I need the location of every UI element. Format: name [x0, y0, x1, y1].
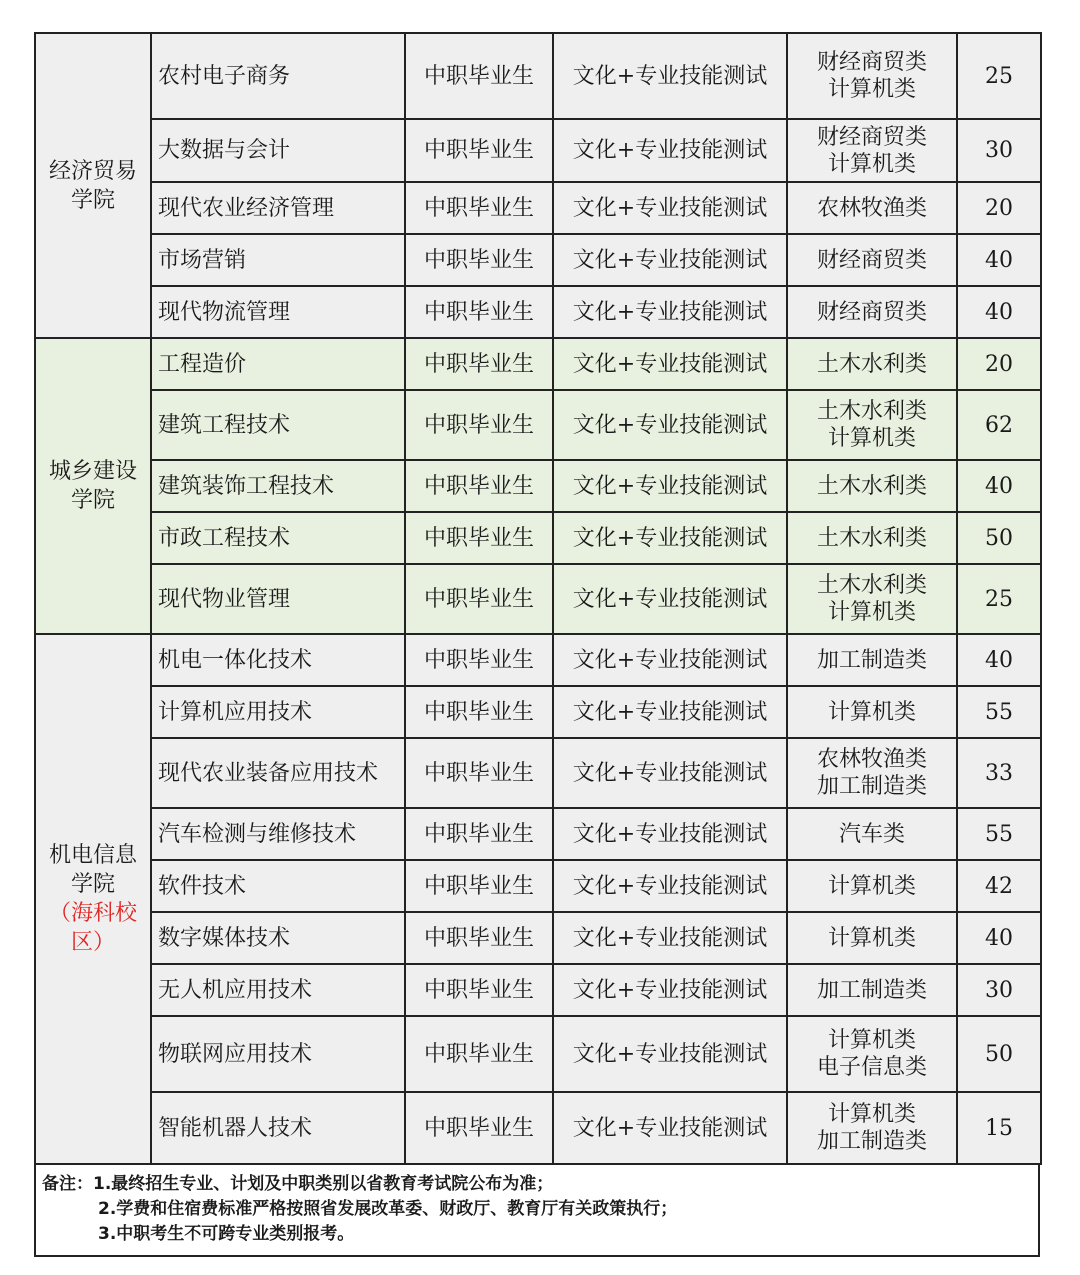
exam-cell: 文化+专业技能测试 — [553, 634, 787, 686]
major-cell: 建筑工程技术 — [151, 390, 405, 460]
category-line: 计算机类 — [827, 1028, 916, 1053]
category-line: 加工制造类 — [816, 977, 927, 1003]
source-cell: 中职毕业生 — [405, 338, 553, 390]
major-cell: 建筑装饰工程技术 — [151, 460, 405, 512]
major-cell: 农村电子商务 — [151, 33, 405, 119]
source-cell: 中职毕业生 — [405, 1016, 553, 1092]
category-line: 农林牧渔类 — [816, 747, 927, 772]
source-cell: 中职毕业生 — [405, 234, 553, 286]
category-line: 计算机类 — [827, 873, 916, 899]
exam-cell: 文化+专业技能测试 — [553, 1092, 787, 1164]
category-line: 加工制造类 — [816, 774, 927, 799]
exam-cell: 文化+专业技能测试 — [553, 460, 787, 512]
category-line: 加工制造类 — [816, 1129, 927, 1154]
college-name-line: 学院 — [70, 488, 115, 513]
table-row — [35, 808, 1041, 860]
major-cell: 无人机应用技术 — [151, 964, 405, 1016]
college-name-line: 机电信息 — [48, 843, 137, 868]
source-cell: 中职毕业生 — [405, 512, 553, 564]
table-row — [35, 390, 1041, 460]
category-line: 电子信息类 — [816, 1055, 927, 1080]
category-cell — [787, 182, 957, 234]
category-cell — [787, 460, 957, 512]
category-cell — [787, 512, 957, 564]
major-cell: 机电一体化技术 — [151, 634, 405, 686]
category-line: 农林牧渔类 — [816, 195, 927, 221]
table-row — [35, 964, 1041, 1016]
plan-cell: 40 — [957, 634, 1041, 686]
plan-cell: 40 — [957, 912, 1041, 964]
table-row — [35, 33, 1041, 119]
plan-cell: 50 — [957, 1016, 1041, 1092]
category-line: 加工制造类 — [816, 647, 927, 673]
plan-cell: 20 — [957, 338, 1041, 390]
category-line: 计算机类 — [827, 151, 916, 177]
category-line: 财经商贸类 — [816, 50, 927, 75]
category-line: 汽车类 — [838, 821, 905, 847]
major-cell: 数字媒体技术 — [151, 912, 405, 964]
category-line: 计算机类 — [827, 600, 916, 625]
table-row — [35, 512, 1041, 564]
category-line: 土木水利类 — [816, 473, 927, 499]
exam-cell: 文化+专业技能测试 — [553, 964, 787, 1016]
note-line: 3.中职考生不可跨专业类别报考。 — [98, 1224, 355, 1244]
college-cell — [35, 634, 151, 1164]
major-cell: 大数据与会计 — [151, 119, 405, 182]
table-row — [35, 564, 1041, 634]
category-cell — [787, 564, 957, 634]
category-cell — [787, 286, 957, 338]
category-cell — [787, 964, 957, 1016]
plan-cell: 20 — [957, 182, 1041, 234]
plan-cell: 62 — [957, 390, 1041, 460]
major-cell: 市场营销 — [151, 234, 405, 286]
exam-cell: 文化+专业技能测试 — [553, 738, 787, 808]
plan-cell: 15 — [957, 1092, 1041, 1164]
major-cell: 工程造价 — [151, 338, 405, 390]
plan-cell: 55 — [957, 686, 1041, 738]
category-cell — [787, 860, 957, 912]
category-cell — [787, 634, 957, 686]
major-cell: 现代农业装备应用技术 — [151, 738, 405, 808]
exam-cell: 文化+专业技能测试 — [553, 234, 787, 286]
source-cell: 中职毕业生 — [405, 119, 553, 182]
college-name-line: 学院 — [70, 187, 115, 213]
major-cell: 计算机应用技术 — [151, 686, 405, 738]
category-cell — [787, 33, 957, 119]
table-row — [35, 738, 1041, 808]
major-cell: 汽车检测与维修技术 — [151, 808, 405, 860]
table-row — [35, 234, 1041, 286]
category-cell — [787, 808, 957, 860]
exam-cell: 文化+专业技能测试 — [553, 808, 787, 860]
source-cell: 中职毕业生 — [405, 460, 553, 512]
table-row — [35, 860, 1041, 912]
plan-cell: 30 — [957, 964, 1041, 1016]
category-line: 计算机类 — [827, 699, 916, 725]
plan-cell: 30 — [957, 119, 1041, 182]
category-line: 计算机类 — [827, 426, 916, 451]
major-cell: 现代物业管理 — [151, 564, 405, 634]
exam-cell: 文化+专业技能测试 — [553, 512, 787, 564]
exam-cell: 文化+专业技能测试 — [553, 1016, 787, 1092]
exam-cell: 文化+专业技能测试 — [553, 390, 787, 460]
college-name-line: 学院 — [70, 872, 115, 897]
exam-cell: 文化+专业技能测试 — [553, 182, 787, 234]
exam-cell: 文化+专业技能测试 — [553, 912, 787, 964]
source-cell: 中职毕业生 — [405, 738, 553, 808]
category-line: 计算机类 — [827, 1102, 916, 1127]
admissions-table — [34, 32, 1042, 1165]
college-name-line: 城乡建设 — [48, 459, 137, 484]
notes-box — [34, 1165, 1040, 1257]
source-cell: 中职毕业生 — [405, 686, 553, 738]
source-cell: 中职毕业生 — [405, 390, 553, 460]
source-cell: 中职毕业生 — [405, 564, 553, 634]
table-row — [35, 1016, 1041, 1092]
source-cell: 中职毕业生 — [405, 33, 553, 119]
exam-cell: 文化+专业技能测试 — [553, 286, 787, 338]
category-cell — [787, 912, 957, 964]
plan-cell: 25 — [957, 564, 1041, 634]
category-cell — [787, 1092, 957, 1164]
table-row — [35, 1092, 1041, 1164]
plan-cell: 33 — [957, 738, 1041, 808]
category-line: 财经商贸类 — [816, 247, 927, 273]
category-cell — [787, 390, 957, 460]
source-cell: 中职毕业生 — [405, 808, 553, 860]
table-body — [35, 33, 1041, 1164]
source-cell: 中职毕业生 — [405, 964, 553, 1016]
table-row — [35, 912, 1041, 964]
category-line: 财经商贸类 — [816, 299, 927, 325]
major-cell: 现代物流管理 — [151, 286, 405, 338]
plan-cell: 55 — [957, 808, 1041, 860]
exam-cell: 文化+专业技能测试 — [553, 564, 787, 634]
source-cell: 中职毕业生 — [405, 286, 553, 338]
table-row — [35, 686, 1041, 738]
admissions-sheet — [34, 32, 1040, 1257]
category-line: 土木水利类 — [816, 351, 927, 377]
category-cell — [787, 1016, 957, 1092]
table-row — [35, 338, 1041, 390]
exam-cell: 文化+专业技能测试 — [553, 338, 787, 390]
category-cell — [787, 234, 957, 286]
major-cell: 现代农业经济管理 — [151, 182, 405, 234]
plan-cell: 40 — [957, 286, 1041, 338]
category-line: 财经商贸类 — [816, 124, 927, 150]
source-cell: 中职毕业生 — [405, 1092, 553, 1164]
plan-cell: 25 — [957, 33, 1041, 119]
exam-cell: 文化+专业技能测试 — [553, 860, 787, 912]
major-cell: 物联网应用技术 — [151, 1016, 405, 1092]
category-line: 土木水利类 — [816, 525, 927, 551]
campus-note-line: （海科校 — [48, 901, 137, 926]
table-row — [35, 286, 1041, 338]
source-cell: 中职毕业生 — [405, 182, 553, 234]
table-row — [35, 119, 1041, 182]
college-name-line: 经济贸易 — [48, 158, 137, 184]
plan-cell: 50 — [957, 512, 1041, 564]
plan-cell: 42 — [957, 860, 1041, 912]
category-cell — [787, 338, 957, 390]
major-cell: 软件技术 — [151, 860, 405, 912]
exam-cell: 文化+专业技能测试 — [553, 119, 787, 182]
category-line: 计算机类 — [827, 925, 916, 951]
category-line: 土木水利类 — [816, 399, 927, 424]
table-row — [35, 634, 1041, 686]
source-cell: 中职毕业生 — [405, 860, 553, 912]
exam-cell: 文化+专业技能测试 — [553, 686, 787, 738]
college-cell — [35, 338, 151, 634]
table-row — [35, 460, 1041, 512]
note-line: 2.学费和住宿费标准严格按照省发展改革委、财政厅、教育厅有关政策执行； — [98, 1199, 678, 1219]
note-line: 备注：1.最终招生专业、计划及中职类别以省教育考试院公布为准； — [42, 1174, 554, 1194]
campus-note-line: 区） — [70, 930, 115, 955]
table-row — [35, 182, 1041, 234]
exam-cell: 文化+专业技能测试 — [553, 33, 787, 119]
plan-cell: 40 — [957, 460, 1041, 512]
category-line: 计算机类 — [827, 77, 916, 102]
category-cell — [787, 686, 957, 738]
source-cell: 中职毕业生 — [405, 634, 553, 686]
category-cell — [787, 738, 957, 808]
plan-cell: 40 — [957, 234, 1041, 286]
major-cell: 智能机器人技术 — [151, 1092, 405, 1164]
college-cell — [35, 33, 151, 338]
category-cell — [787, 119, 957, 182]
source-cell: 中职毕业生 — [405, 912, 553, 964]
category-line: 土木水利类 — [816, 573, 927, 598]
major-cell: 市政工程技术 — [151, 512, 405, 564]
